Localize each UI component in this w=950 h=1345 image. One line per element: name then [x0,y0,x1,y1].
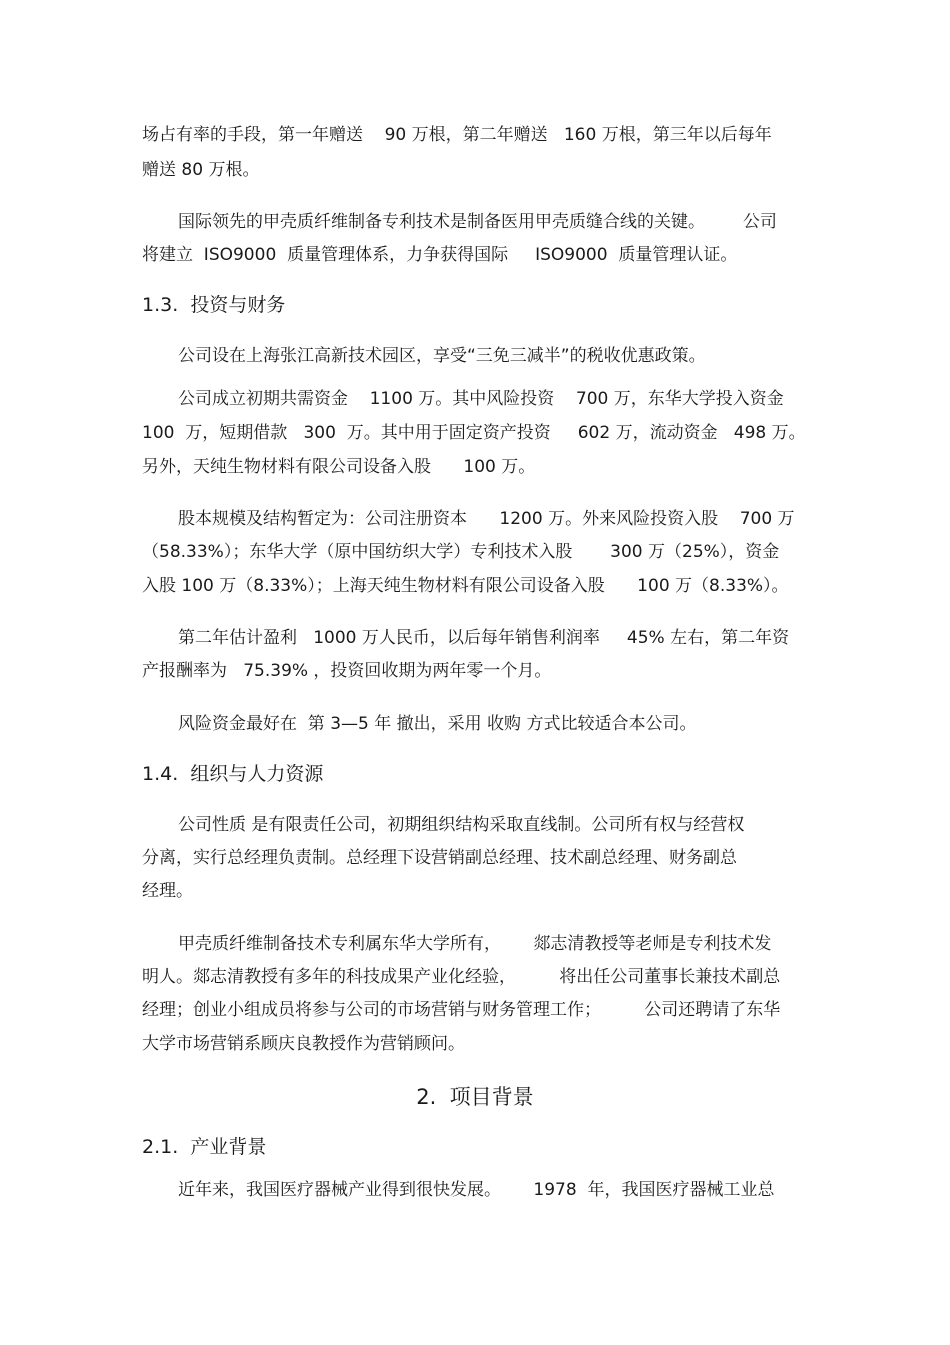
paragraph-line: 产报酬率为 75.39% ，投资回收期为两年零一个月。 [142,661,552,681]
paragraph-line: 入股 100 万（8.33%）；上海天纯生物材料有限公司设备入股 100 万（8.33%）。 [142,576,789,596]
paragraph-line: 风险资金最好在 第 3—5 年 撤出，采用 收购 方式比较适合本公司。 [178,714,697,734]
section-heading-1-4: 1.4. 组织与人力资源 [142,763,324,785]
paragraph-line: 分离，实行总经理负责制。总经理下设营销副总经理、技术副总经理、财务副总 [142,848,737,868]
section-heading-2-1: 2.1. 产业背景 [142,1136,267,1158]
paragraph-line: 甲壳质纤维制备技术专利属东华大学所有， 郯志清教授等老师是专利技术发 [178,934,772,954]
paragraph-line: 近年来，我国医疗器械产业得到很快发展。 1978 年，我国医疗器械工业总 [178,1180,775,1200]
paragraph-line: 将建立 ISO9000 质量管理体系，力争获得国际 ISO9000 质量管理认证。 [142,245,738,265]
paragraph-line: 大学市场营销系顾庆良教授作为营销顾问。 [142,1034,465,1054]
paragraph-line: 100 万，短期借款 300 万。其中用于固定资产投资 602 万，流动资金 498 万。 [142,423,806,443]
chapter-heading-2: 2. 项目背景 [416,1085,534,1109]
paragraph-line: 场占有率的手段，第一年赠送 90 万根，第二年赠送 160 万根，第三年以后每年 [142,125,772,145]
paragraph-line: 公司性质 是有限责任公司，初期组织结构采取直线制。公司所有权与经营权 [178,815,745,835]
paragraph-line: 第二年估计盈利 1000 万人民币，以后每年销售利润率 45% 左右，第二年资 [178,628,790,648]
paragraph-line: 公司成立初期共需资金 1100 万。其中风险投资 700 万，东华大学投入资金 [178,389,784,409]
paragraph-line: 股本规模及结构暂定为：公司注册资本 1200 万。外来风险投资入股 700 万 [178,509,795,529]
paragraph-line: 国际领先的甲壳质纤维制备专利技术是制备医用甲壳质缝合线的关键。 公司 [178,212,777,232]
section-heading-1-3: 1.3. 投资与财务 [142,294,286,316]
paragraph-line: 公司设在上海张江高新技术园区，享受“三免三减半”的税收优惠政策。 [178,346,706,366]
paragraph-line: 另外，天纯生物材料有限公司设备入股 100 万。 [142,457,536,477]
paragraph-line: 明人。郯志清教授有多年的科技成果产业化经验， 将出任公司董事长兼技术副总 [142,967,781,987]
paragraph-line: 经理。 [142,881,193,901]
paragraph-line: （58.33%）；东华大学（原中国纺织大学）专利技术入股 300 万（25%），资金 [142,542,780,562]
paragraph-line: 经理；创业小组成员将参与公司的市场营销与财务管理工作； 公司还聘请了东华 [142,1000,781,1020]
paragraph-line: 赠送 80 万根。 [142,160,260,180]
